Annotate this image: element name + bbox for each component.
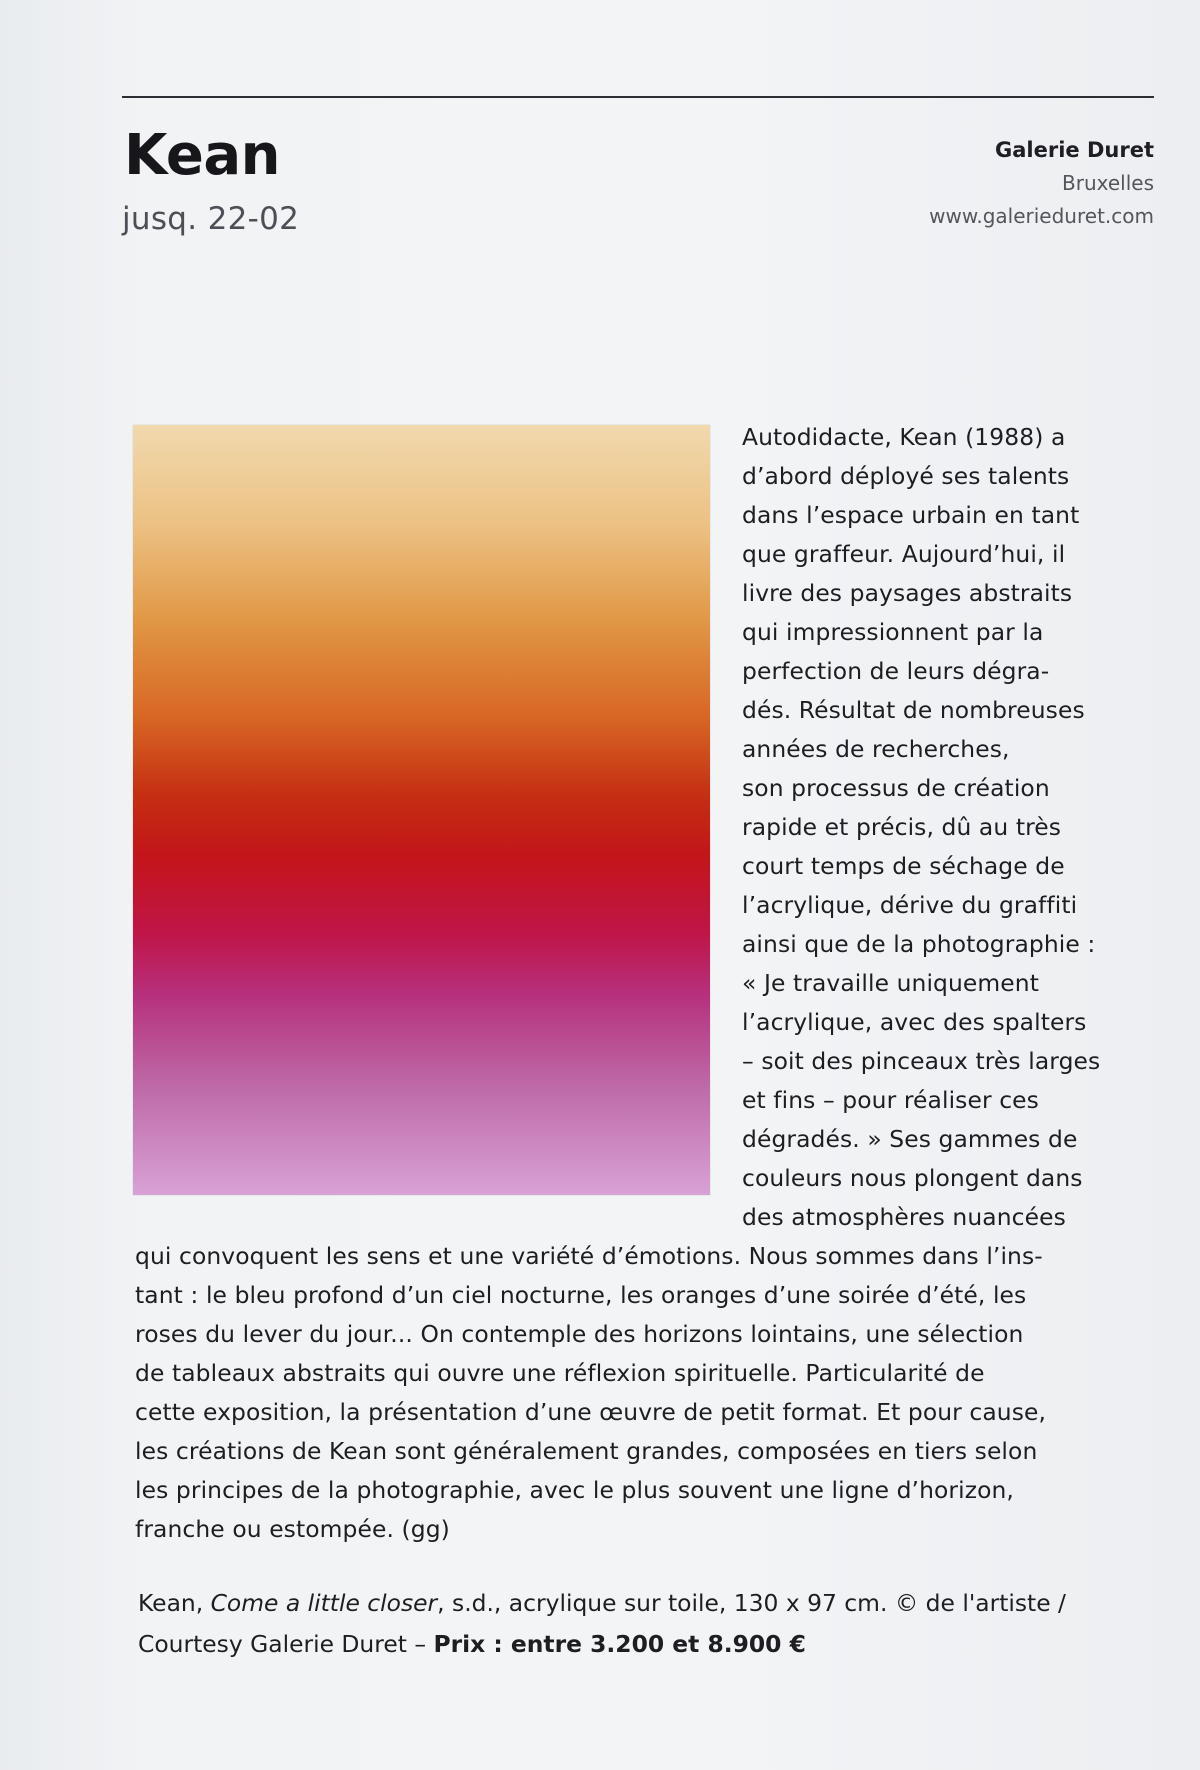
article-line: de tableaux abstraits qui ouvre une réflexion spirituelle. Particularité de xyxy=(135,1359,985,1387)
article-line: ainsi que de la photographie : xyxy=(742,930,1096,958)
article-line: roses du lever du jour... On contemple des horizons lointains, une sélection xyxy=(135,1320,1024,1348)
article-line: son processus de création xyxy=(742,774,1050,802)
article-line: années de recherches, xyxy=(742,735,1010,763)
article-line: – soit des pinceaux très larges xyxy=(742,1047,1101,1075)
top-rule xyxy=(122,96,1154,98)
article-line: rapide et précis, dû au très xyxy=(742,813,1062,841)
article-line: cette exposition, la présentation d’une œuvre de petit format. Et pour cause, xyxy=(135,1398,1047,1426)
caption-artist: Kean, xyxy=(138,1589,211,1617)
gallery-info xyxy=(929,134,1154,233)
artwork-caption-line-2 xyxy=(138,1630,806,1658)
article-line: tant : le bleu profond d’un ciel nocturne, les oranges d’une soirée d’été, les xyxy=(135,1281,1027,1309)
article-line: dégradés. » Ses gammes de xyxy=(742,1125,1078,1153)
gallery-url: www.galerieduret.com xyxy=(929,204,1154,228)
caption-courtesy: Courtesy Galerie Duret – xyxy=(138,1630,434,1658)
artwork-image xyxy=(133,425,710,1195)
article-line: les créations de Kean sont généralement grandes, composées en tiers selon xyxy=(135,1437,1038,1465)
caption-details: , s.d., acrylique sur toile, 130 x 97 cm. © de l'artiste / xyxy=(437,1589,1066,1617)
article-line: et fins – pour réaliser ces xyxy=(742,1086,1039,1114)
article-line: couleurs nous plongent dans xyxy=(742,1164,1083,1192)
caption-price: Prix : entre 3.200 et 8.900 € xyxy=(433,1630,806,1658)
article-line: perfection de leurs dégra- xyxy=(742,657,1050,685)
article-line: Autodidacte, Kean (1988) a xyxy=(742,423,1066,451)
article-line: court temps de séchage de xyxy=(742,852,1065,880)
article-line: d’abord déployé ses talents xyxy=(742,462,1070,490)
article-line: qui convoquent les sens et une variété d’émotions. Nous sommes dans l’ins- xyxy=(135,1242,1043,1270)
article-line: des atmosphères nuancées xyxy=(742,1203,1066,1231)
article-line: dés. Résultat de nombreuses xyxy=(742,696,1085,724)
article-line: dans l’espace urbain en tant xyxy=(742,501,1080,529)
gallery-name: Galerie Duret xyxy=(995,138,1154,162)
article-line: qui impressionnent par la xyxy=(742,618,1044,646)
article-line: que graffeur. Aujourd’hui, il xyxy=(742,540,1066,568)
gallery-city: Bruxelles xyxy=(1062,171,1154,195)
article-line: les principes de la photographie, avec le plus souvent une ligne d’horizon, xyxy=(135,1476,1014,1504)
article-line: « Je travaille uniquement xyxy=(742,969,1039,997)
article-line: livre des paysages abstraits xyxy=(742,579,1073,607)
article-line: l’acrylique, avec des spalters xyxy=(742,1008,1087,1036)
exhibition-dates: jusq. 22-02 xyxy=(122,201,300,237)
caption-title: Come a little closer xyxy=(210,1589,438,1617)
artwork-caption-line-1 xyxy=(138,1589,1066,1617)
article-line: franche ou estompée. (gg) xyxy=(135,1515,450,1543)
artist-name: Kean xyxy=(124,123,281,188)
article-line: l’acrylique, dérive du graffiti xyxy=(742,891,1078,919)
